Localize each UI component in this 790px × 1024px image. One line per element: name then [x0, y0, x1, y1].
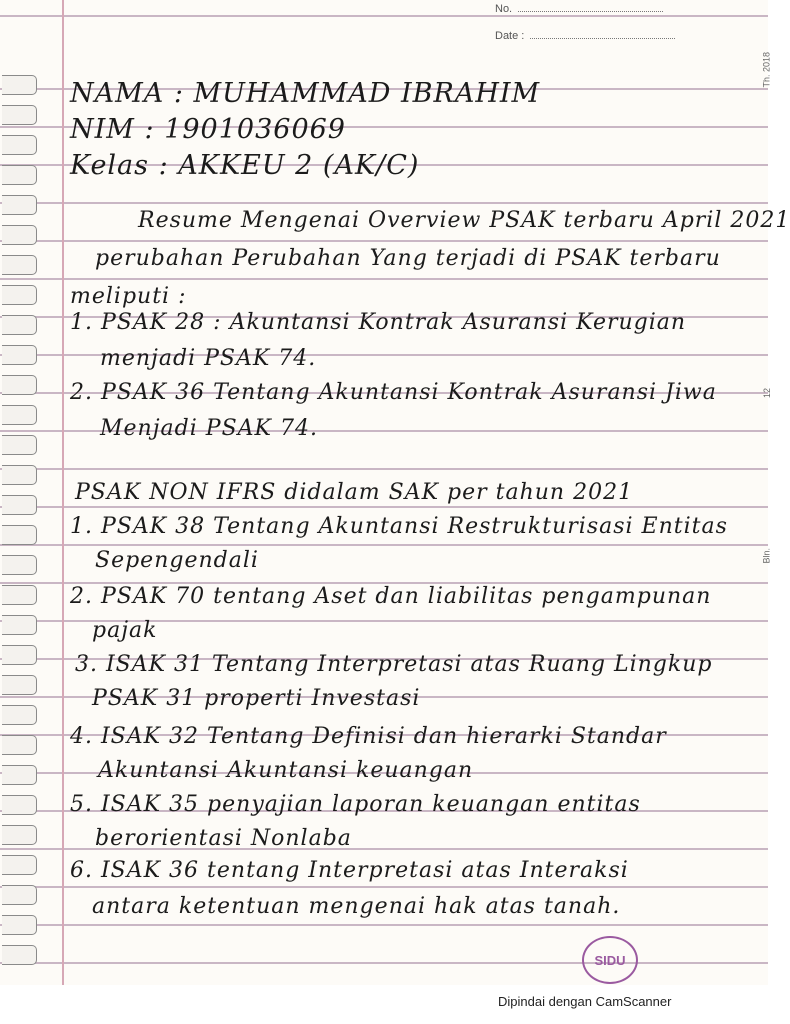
list-item-cont: pajak [92, 618, 158, 643]
binding-ring [2, 855, 37, 875]
list-item-cont: Menjadi PSAK 74. [100, 416, 318, 441]
list-item: 3. ISAK 31 Tentang Interpretasi atas Ruang Lingkup [75, 652, 713, 677]
binding-ring [2, 675, 37, 695]
binding-ring [2, 765, 37, 785]
binding-ring [2, 615, 37, 635]
list-item: 4. ISAK 32 Tentang Definisi dan hierarki Standar [70, 724, 667, 749]
binding-ring [2, 105, 37, 125]
binding-ring [2, 885, 37, 905]
binding-ring [2, 585, 37, 605]
spiral-binding [0, 75, 40, 975]
binding-ring [2, 795, 37, 815]
list-item: 1. PSAK 38 Tentang Akuntansi Restrukturisasi Entitas [70, 514, 728, 539]
binding-ring [2, 165, 37, 185]
binding-ring [2, 735, 37, 755]
intro-line: perubahan Perubahan Yang terjadi di PSAK terbaru [95, 246, 721, 271]
date-label: Date : [495, 30, 525, 42]
list-item: 2. PSAK 70 tentang Aset dan liabilitas pengampunan [70, 584, 712, 609]
resume-title: Resume Mengenai Overview PSAK terbaru April 2021 [138, 208, 790, 233]
section-heading: PSAK NON IFRS didalam SAK per tahun 2021 [75, 480, 634, 505]
sidu-logo: SIDU [582, 936, 638, 984]
list-item-cont: Sepengendali [95, 548, 259, 573]
student-class: Kelas : AKKEU 2 (AK/C) [70, 150, 420, 181]
date-field [495, 30, 675, 42]
binding-ring [2, 315, 37, 335]
list-item: 1. PSAK 28 : Akuntansi Kontrak Asuransi Kerugian [70, 310, 687, 335]
binding-ring [2, 495, 37, 515]
side-mark-year: Th. 2018 [762, 52, 772, 88]
student-nim: NIM : 1901036069 [70, 114, 346, 145]
binding-ring [2, 945, 37, 965]
binding-ring [2, 135, 37, 155]
list-item: 2. PSAK 36 Tentang Akuntansi Kontrak Asuransi Jiwa [70, 380, 717, 405]
binding-ring [2, 405, 37, 425]
margin-line [62, 0, 64, 985]
binding-ring [2, 195, 37, 215]
binding-ring [2, 375, 37, 395]
binding-ring [2, 435, 37, 455]
binding-ring [2, 75, 37, 95]
intro-line: meliputi : [70, 284, 187, 309]
binding-ring [2, 465, 37, 485]
side-mark-bln: Bln. [762, 548, 772, 564]
list-item-cont: berorientasi Nonlaba [95, 826, 352, 851]
binding-ring [2, 345, 37, 365]
scanner-watermark: Dipindai dengan CamScanner [498, 994, 672, 1009]
binding-ring [2, 525, 37, 545]
number-field [495, 3, 663, 15]
number-label: No. [495, 3, 513, 15]
student-name: NAMA : MUHAMMAD IBRAHIM [70, 78, 541, 109]
side-mark-month: 12 [762, 388, 772, 399]
list-item-cont: antara ketentuan mengenai hak atas tanah. [92, 894, 621, 919]
list-item-cont: Akuntansi Akuntansi keuangan [98, 758, 474, 783]
binding-ring [2, 255, 37, 275]
binding-ring [2, 825, 37, 845]
binding-ring [2, 225, 37, 245]
list-item-cont: menjadi PSAK 74. [100, 346, 317, 371]
binding-ring [2, 705, 37, 725]
list-item-cont: PSAK 31 properti Investasi [92, 686, 421, 711]
binding-ring [2, 555, 37, 575]
list-item: 5. ISAK 35 penyajian laporan keuangan entitas [70, 792, 641, 817]
binding-ring [2, 915, 37, 935]
list-item: 6. ISAK 36 tentang Interpretasi atas Interaksi [70, 858, 629, 883]
binding-ring [2, 645, 37, 665]
binding-ring [2, 285, 37, 305]
